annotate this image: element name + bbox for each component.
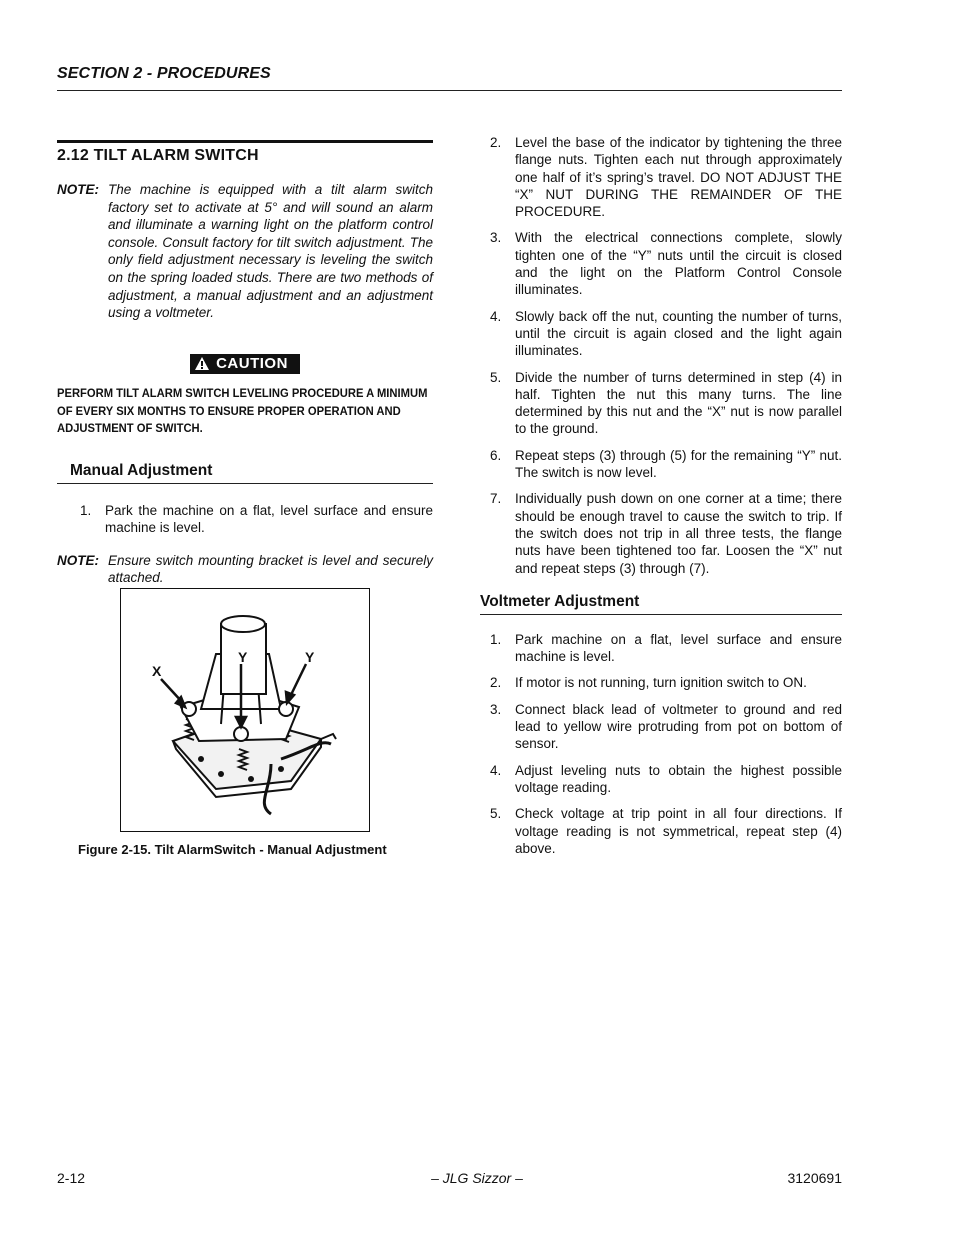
voltmeter-step	[480, 631, 842, 666]
figure-label-y-right: Y	[305, 649, 315, 665]
step-text: If motor is not running, turn ignition switch to ON.	[515, 675, 807, 691]
manual-step	[57, 502, 433, 537]
step-text: Check voltage at trip point in all four directions. If voltage reading is not symmetrical, repeat step (4) above.	[515, 806, 842, 856]
step-number: 6.	[490, 447, 502, 463]
step-number: 2.	[490, 675, 502, 691]
step-text: Park the machine on a flat, level surface and ensure machine is level.	[105, 503, 433, 536]
step-text: Adjust leveling nuts to obtain the highest possible voltage reading.	[515, 762, 842, 795]
footer-title: – JLG Sizzor –	[431, 1170, 523, 1186]
step-text: Individually push down on one corner at a time; there should be enough travel to cause the switch to trip. If the switch does not trip in all three tests, the flange nuts have been tightened too far. Loosen the “X” nut and repeat steps (3) through (7).	[515, 491, 842, 576]
figure-tilt-switch	[120, 588, 370, 832]
figure-label-y-center: Y	[238, 649, 248, 665]
manual-step	[480, 447, 842, 482]
figure-caption: Figure 2-15. Tilt AlarmSwitch - Manual Adjustment	[78, 842, 387, 857]
voltmeter-step	[480, 701, 842, 753]
voltmeter-step	[480, 805, 842, 857]
section-rule	[57, 140, 433, 143]
step-text: Slowly back off the nut, counting the number of turns, until the circuit is again closed and the light again illuminates.	[515, 308, 842, 359]
manual-step	[480, 490, 842, 576]
step-text: With the electrical connections complete, slowly tighten one of the “Y” nuts until the circuit is closed and the light on the Platform Control Console illuminates.	[515, 230, 842, 298]
note-text: The machine is equipped with a tilt alarm switch factory set to activate at 5° and will sound an alarm and illuminate a warning light on the platform control console. Consult factory for tilt switch adjustment. The only field adjustment necessary is leveling the switch on the spring loaded studs. There are two methods of adjustment, a manual adjustment and an adjustment using a voltmeter.	[108, 182, 433, 321]
step-number: 2.	[490, 135, 502, 150]
caution-block	[57, 354, 433, 377]
manual-adjustment-heading: Manual Adjustment	[57, 462, 433, 484]
step-number: 7.	[490, 491, 502, 507]
manual-step	[480, 308, 842, 360]
step-text: Repeat steps (3) through (5) for the remaining “Y” nut. The switch is now level.	[515, 447, 842, 481]
warning-triangle-icon	[194, 356, 210, 371]
figure-label-x: X	[152, 663, 162, 679]
right-column	[480, 134, 842, 857]
voltmeter-adjustment-heading: Voltmeter Adjustment	[480, 593, 842, 615]
manual-step	[480, 369, 842, 438]
manual-step	[480, 229, 842, 298]
step-number: 3.	[490, 230, 502, 246]
voltmeter-step	[480, 674, 842, 691]
section-title: 2.12 TILT ALARM SWITCH	[57, 147, 259, 164]
caution-text: PERFORM TILT ALARM SWITCH LEVELING PROCEDURE A MINIMUM OF EVERY SIX MONTHS TO ENSURE PROPER OPERATION AND ADJUSTMENT OF SWITCH.	[57, 386, 428, 436]
caution-badge	[190, 354, 300, 374]
step-number: 1.	[490, 631, 502, 647]
note-label: NOTE:	[57, 182, 99, 197]
page-header	[57, 62, 842, 91]
step-number: 1.	[80, 503, 92, 519]
step-text: Divide the number of turns determined in step (4) in half. Tighten the nut this many turns. The line determined by this nut and the “X” nut is now parallel to the ground.	[515, 369, 842, 437]
caution-label: CAUTION	[216, 355, 288, 373]
step-text: Connect black lead of voltmeter to ground and red lead to yellow wire protruding from pot on bottom of sensor.	[515, 701, 842, 752]
manual-step	[480, 134, 842, 220]
note-text: Ensure switch mounting bracket is level and securely attached.	[108, 552, 433, 586]
voltmeter-step	[480, 762, 842, 797]
tilt-switch-illustration	[121, 589, 368, 830]
footer-doc-number: 3120691	[787, 1170, 842, 1186]
left-column	[57, 140, 433, 587]
step-text: Level the base of the indicator by tightening the three flange nuts. Tighten each nut through approximately one half of it’s spring’s travel. DO NOT ADJUST THE “X” NUT DURING THE REMAINDER OF THE PROCEDURE.	[515, 135, 842, 220]
note-bracket	[57, 552, 433, 587]
note-factory-setting	[57, 181, 433, 322]
step-number: 3.	[490, 701, 502, 717]
step-number: 5.	[490, 806, 502, 822]
note-label: NOTE:	[57, 552, 99, 568]
step-text: Park machine on a flat, level surface and ensure machine is level.	[515, 631, 842, 665]
step-number: 5.	[490, 369, 502, 385]
step-number: 4.	[490, 762, 502, 778]
section-header-title: SECTION 2 - PROCEDURES	[57, 65, 271, 82]
footer-page-number: 2-12	[57, 1170, 86, 1186]
step-number: 4.	[490, 308, 502, 324]
